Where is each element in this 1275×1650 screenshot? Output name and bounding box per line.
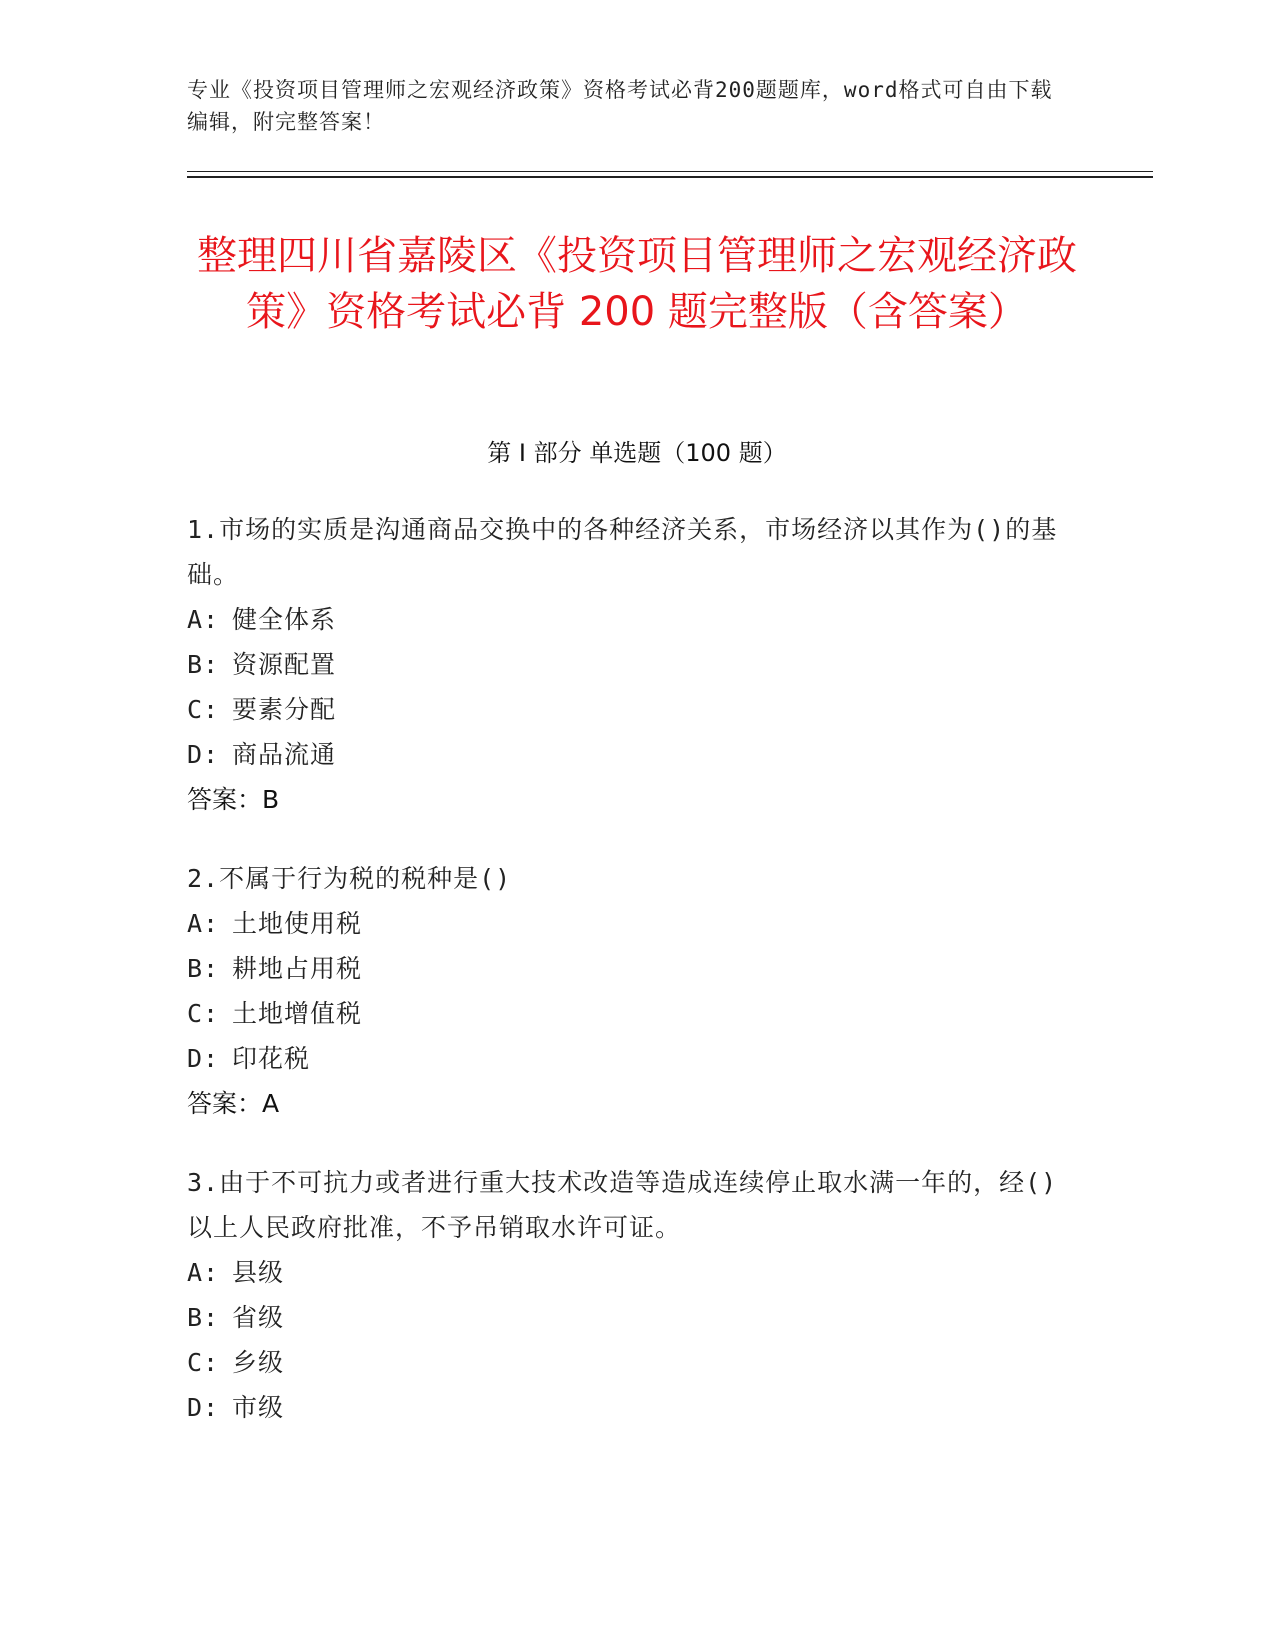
option-d: [187, 1385, 1067, 1430]
option-b: [187, 642, 1067, 687]
question-1: [187, 507, 1067, 822]
option-c: [187, 1340, 1067, 1385]
option-key: D:: [187, 740, 220, 769]
option-key: A:: [187, 909, 220, 938]
header-note: 专业《投资项目管理师之宏观经济政策》资格考试必背200题题库，word格式可自由下载编辑，附完整答案！: [187, 78, 1053, 134]
option-d: [187, 732, 1067, 777]
option-text: 资源配置: [232, 650, 337, 679]
question-stem: 1.市场的实质是沟通商品交换中的各种经济关系，市场经济以其作为()的基础。: [187, 515, 1058, 589]
option-text: 土地使用税: [232, 909, 363, 938]
answer: 答案：A: [187, 1089, 280, 1118]
option-key: B:: [187, 954, 220, 983]
option-text: 商品流通: [232, 740, 337, 769]
option-text: 省级: [232, 1303, 285, 1332]
option-text: 耕地占用税: [232, 954, 363, 983]
option-text: 要素分配: [232, 695, 337, 724]
option-key: B:: [187, 1303, 220, 1332]
header-rule-thin: [187, 171, 1153, 172]
option-c: [187, 687, 1067, 732]
option-a: [187, 1250, 1067, 1295]
option-a: [187, 901, 1067, 946]
option-text: 乡级: [232, 1348, 285, 1377]
option-text: 县级: [232, 1258, 285, 1287]
option-b: [187, 946, 1067, 991]
option-key: C:: [187, 695, 220, 724]
option-b: [187, 1295, 1067, 1340]
option-key: B:: [187, 650, 220, 679]
option-key: A:: [187, 1258, 220, 1287]
document-title: 整理四川省嘉陵区《投资项目管理师之宏观经济政策》资格考试必背 200 题完整版（含答案）: [197, 233, 1077, 335]
question-2: [187, 856, 1067, 1126]
question-stem: 3.由于不可抗力或者进行重大技术改造等造成连续停止取水满一年的，经()以上人民政府批准，不予吊销取水许可证。: [187, 1168, 1058, 1242]
answer: 答案：B: [187, 785, 280, 814]
option-text: 市级: [232, 1393, 285, 1422]
option-key: D:: [187, 1044, 220, 1073]
option-d: [187, 1036, 1067, 1081]
question-stem: 2.不属于行为税的税种是(): [187, 864, 512, 893]
option-key: C:: [187, 1348, 220, 1377]
option-c: [187, 991, 1067, 1036]
option-a: [187, 597, 1067, 642]
header-rule-thick: [187, 176, 1153, 178]
option-key: A:: [187, 605, 220, 634]
section-title: 第 I 部分 单选题（100 题）: [487, 439, 787, 467]
option-key: D:: [187, 1393, 220, 1422]
option-text: 健全体系: [232, 605, 337, 634]
question-3: [187, 1160, 1067, 1430]
option-text: 印花税: [232, 1044, 311, 1073]
option-text: 土地增值税: [232, 999, 363, 1028]
option-key: C:: [187, 999, 220, 1028]
